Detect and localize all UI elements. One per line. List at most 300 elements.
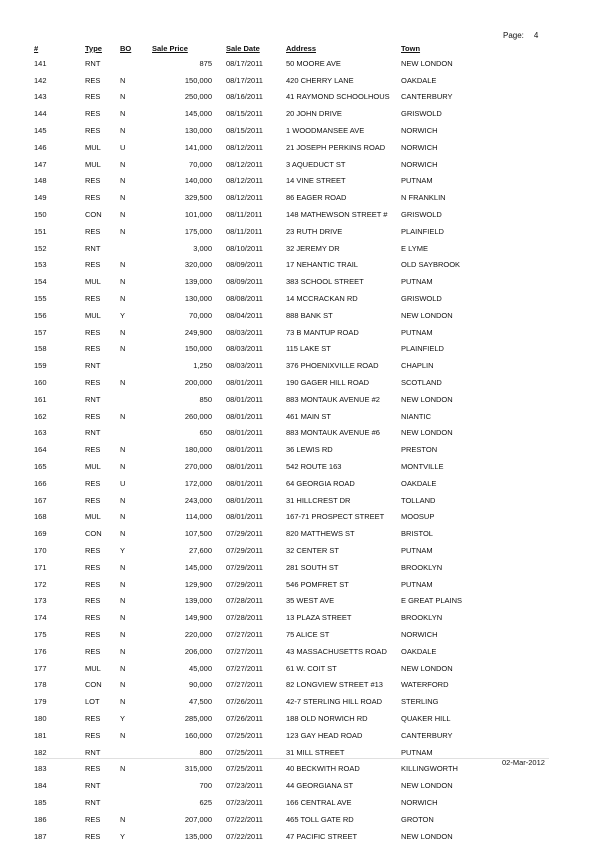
cell-town: PUTNAM: [401, 747, 433, 757]
cell-sale-price: 180,000: [184, 445, 212, 455]
cell-bo: N: [120, 562, 126, 572]
cell-sale-date: 07/26/2011: [226, 697, 263, 707]
cell-number: 153: [34, 260, 47, 270]
cell-address: 461 MAIN ST: [286, 411, 332, 421]
cell-number: 172: [34, 579, 47, 589]
table-row: [34, 676, 493, 693]
cell-address: 14 VINE STREET: [286, 176, 346, 186]
cell-sale-price: 135,000: [184, 831, 212, 841]
cell-sale-price: 45,000: [189, 663, 212, 673]
cell-town: NEW LONDON: [401, 58, 453, 68]
cell-address: 43 MASSACHUSETTS ROAD: [286, 646, 387, 656]
cell-number: 145: [34, 126, 47, 136]
cell-town: PRESTON: [401, 445, 438, 455]
cell-sale-price: 90,000: [189, 680, 212, 690]
cell-address: 883 MONTAUK AVENUE #6: [286, 428, 380, 438]
table-body: [34, 55, 493, 844]
cell-sale-date: 08/08/2011: [226, 294, 263, 304]
cell-town: GROTON: [401, 814, 434, 824]
cell-address: 32 JEREMY DR: [286, 243, 340, 253]
cell-bo: N: [120, 445, 126, 455]
table-row: [34, 542, 493, 559]
cell-number: 187: [34, 831, 47, 841]
cell-sale-date: 07/22/2011: [226, 831, 263, 841]
cell-sale-date: 07/26/2011: [226, 713, 263, 723]
cell-bo: N: [120, 193, 126, 203]
cell-sale-date: 08/01/2011: [226, 394, 263, 404]
table-row: [34, 458, 493, 475]
cell-bo: N: [120, 814, 126, 824]
cell-address: 47 PACIFIC STREET: [286, 831, 358, 841]
cell-sale-price: 875: [199, 58, 212, 68]
cell-sale-date: 08/15/2011: [226, 109, 263, 119]
cell-bo: N: [120, 176, 126, 186]
cell-sale-date: 08/03/2011: [226, 344, 263, 354]
cell-town: TOLLAND: [401, 495, 436, 505]
cell-town: NEW LONDON: [401, 428, 453, 438]
col-header-sale-date: Sale Date: [226, 43, 260, 53]
cell-number: 146: [34, 142, 47, 152]
cell-sale-price: 206,000: [184, 646, 212, 656]
cell-town: GRISWOLD: [401, 294, 442, 304]
cell-number: 181: [34, 730, 47, 740]
col-header-type: Type: [85, 43, 102, 53]
cell-sale-price: 114,000: [185, 512, 212, 522]
cell-type: RNT: [85, 747, 101, 757]
col-header-town: Town: [401, 43, 421, 53]
table-row: [34, 828, 493, 844]
cell-town: MOOSUP: [401, 512, 435, 522]
table-row: [34, 643, 493, 660]
cell-town: BRISTOL: [401, 529, 433, 539]
cell-type: RNT: [85, 797, 101, 807]
cell-address: 542 ROUTE 163: [286, 462, 342, 472]
cell-sale-price: 850: [199, 394, 212, 404]
cell-address: 61 W. COIT ST: [286, 663, 337, 673]
table-row: [34, 89, 493, 106]
cell-sale-price: 243,000: [184, 495, 212, 505]
cell-bo: [120, 240, 152, 257]
cell-number: 142: [34, 75, 47, 85]
cell-sale-price: 172,000: [184, 478, 212, 488]
cell-number: 167: [34, 495, 47, 505]
cell-type: RES: [85, 713, 101, 723]
cell-address: 148 MATHEWSON STREET #: [286, 210, 388, 220]
cell-sale-price: 800: [199, 747, 212, 757]
cell-bo: N: [120, 629, 126, 639]
cell-bo: N: [120, 226, 126, 236]
cell-number: 165: [34, 462, 47, 472]
cell-sale-date: 08/10/2011: [226, 243, 263, 253]
cell-bo: N: [120, 411, 126, 421]
cell-town: PUTNAM: [401, 176, 433, 186]
cell-sale-price: 220,000: [184, 629, 212, 639]
cell-type: RNT: [85, 361, 101, 371]
table-row: [34, 693, 493, 710]
cell-address: 883 MONTAUK AVENUE #2: [286, 394, 380, 404]
cell-number: 173: [34, 596, 47, 606]
cell-sale-price: 149,900: [184, 613, 212, 623]
cell-sale-date: 07/23/2011: [226, 781, 263, 791]
cell-sale-price: 141,000: [184, 142, 212, 152]
cell-address: 123 GAY HEAD ROAD: [286, 730, 363, 740]
cell-type: MUL: [85, 512, 101, 522]
table-row: [34, 105, 493, 122]
table-row: [34, 240, 493, 257]
cell-bo: Y: [120, 546, 126, 555]
cell-number: 143: [34, 92, 47, 102]
cell-number: 177: [34, 663, 47, 673]
cell-number: 160: [34, 378, 47, 388]
cell-address: 281 SOUTH ST: [286, 562, 339, 572]
table-row: [34, 425, 493, 442]
cell-sale-date: 08/09/2011: [226, 260, 263, 270]
cell-sale-price: 320,000: [184, 260, 212, 270]
cell-town: OAKDALE: [401, 478, 437, 488]
cell-town: NEW LONDON: [401, 394, 453, 404]
cell-sale-price: 130,000: [184, 126, 212, 136]
cell-type: RES: [85, 831, 101, 841]
cell-type: RES: [85, 613, 101, 623]
cell-town: NORWICH: [401, 142, 438, 152]
cell-type: MUL: [85, 310, 101, 320]
cell-sale-date: 08/01/2011: [226, 411, 263, 421]
table-row: [34, 811, 493, 828]
cell-sale-price: 70,000: [189, 159, 212, 169]
cell-town: NORWICH: [401, 159, 438, 169]
cell-sale-date: 08/01/2011: [226, 378, 263, 388]
cell-number: 179: [34, 697, 47, 707]
cell-sale-price: 175,000: [184, 226, 212, 236]
cell-type: RES: [85, 730, 101, 740]
cell-bo: N: [120, 529, 126, 539]
cell-type: RES: [85, 495, 101, 505]
cell-address: 23 RUTH DRIVE: [286, 226, 343, 236]
cell-type: RES: [85, 646, 101, 656]
cell-bo: [120, 425, 152, 442]
cell-bo: N: [120, 596, 126, 606]
cell-town: BROOKLYN: [401, 562, 443, 572]
col-header-number: #: [34, 43, 39, 53]
cell-sale-price: 249,900: [184, 327, 212, 337]
cell-number: 156: [34, 310, 47, 320]
cell-address: 31 MILL STREET: [286, 747, 345, 757]
cell-town: QUAKER HILL: [401, 713, 451, 723]
cell-sale-price: 129,900: [184, 579, 212, 589]
cell-type: MUL: [85, 663, 101, 673]
cell-type: RES: [85, 260, 101, 270]
cell-number: 170: [34, 546, 47, 555]
cell-address: 86 EAGER ROAD: [286, 193, 347, 203]
cell-bo: N: [120, 512, 126, 522]
cell-town: BROOKLYN: [401, 613, 443, 623]
cell-address: 41 RAYMOND SCHOOLHOUS: [286, 92, 390, 102]
cell-number: 159: [34, 361, 47, 371]
cell-sale-date: 07/29/2011: [226, 562, 263, 572]
table-row: [34, 626, 493, 643]
cell-sale-date: 07/27/2011: [226, 646, 263, 656]
cell-address: 21 JOSEPH PERKINS ROAD: [286, 142, 386, 152]
cell-bo: [120, 55, 152, 72]
table-row: [34, 408, 493, 425]
cell-number: 147: [34, 159, 47, 169]
cell-address: 190 GAGER HILL ROAD: [286, 378, 370, 388]
cell-sale-price: 160,000: [184, 730, 212, 740]
cell-address: 35 WEST AVE: [286, 596, 335, 606]
cell-town: CANTERBURY: [401, 730, 453, 740]
cell-sale-date: 07/29/2011: [226, 546, 263, 555]
cell-address: 115 LAKE ST: [286, 344, 331, 354]
cell-sale-date: 08/01/2011: [226, 495, 263, 505]
cell-bo: N: [120, 344, 126, 354]
table-row: [34, 206, 493, 223]
cell-number: 166: [34, 478, 47, 488]
cell-address: 465 TOLL GATE RD: [286, 814, 354, 824]
cell-address: 166 CENTRAL AVE: [286, 797, 352, 807]
cell-address: 420 CHERRY LANE: [286, 75, 354, 85]
cell-sale-price: 139,000: [184, 277, 212, 287]
cell-sale-price: 1,250: [193, 361, 212, 371]
cell-number: 150: [34, 210, 47, 220]
table-row: [34, 710, 493, 727]
cell-town: WATERFORD: [401, 680, 449, 690]
table-row: [34, 492, 493, 509]
cell-sale-date: 07/28/2011: [226, 596, 263, 606]
cell-number: 183: [34, 764, 47, 774]
table-row: [34, 257, 493, 274]
cell-town: NEW LONDON: [401, 663, 453, 673]
table-row: [34, 475, 493, 492]
cell-sale-date: 07/25/2011: [226, 747, 263, 757]
cell-type: MUL: [85, 277, 101, 287]
cell-bo: [120, 777, 152, 794]
cell-number: 178: [34, 680, 47, 690]
cell-town: NEW LONDON: [401, 781, 453, 791]
cell-sale-date: 08/11/2011: [226, 226, 263, 236]
cell-bo: N: [120, 680, 126, 690]
cell-bo: N: [120, 764, 126, 774]
cell-sale-price: 140,000: [184, 176, 212, 186]
cell-bo: N: [120, 92, 126, 102]
cell-address: 44 GEORGIANA ST: [286, 781, 354, 791]
cell-town: E LYME: [401, 243, 428, 253]
table-row: [34, 139, 493, 156]
page-value: 4: [533, 31, 539, 40]
table-row: [34, 189, 493, 206]
cell-town: NORWICH: [401, 629, 438, 639]
cell-number: 151: [34, 226, 47, 236]
cell-type: RES: [85, 226, 101, 236]
cell-sale-date: 08/01/2011: [226, 512, 263, 522]
cell-type: RNT: [85, 781, 101, 791]
cell-sale-price: 329,500: [184, 193, 212, 203]
cell-sale-date: 08/04/2011: [226, 310, 263, 320]
cell-bo: N: [120, 613, 126, 623]
cell-bo: [120, 794, 152, 811]
table-row: [34, 223, 493, 240]
cell-type: RES: [85, 814, 101, 824]
cell-town: PLAINFIELD: [401, 344, 444, 354]
table-header-row: [34, 41, 493, 55]
table-row: [34, 441, 493, 458]
cell-town: STERLING: [401, 697, 439, 707]
cell-bo: N: [120, 579, 126, 589]
cell-bo: N: [120, 327, 126, 337]
col-header-sale-price: Sale Price: [152, 43, 188, 53]
cell-bo: N: [120, 663, 126, 673]
table-row: [34, 576, 493, 593]
cell-sale-price: 150,000: [184, 75, 212, 85]
cell-town: PLAINFIELD: [401, 226, 444, 236]
cell-bo: N: [120, 646, 126, 656]
cell-town: PUTNAM: [401, 277, 433, 287]
cell-sale-price: 27,600: [189, 546, 212, 555]
cell-sale-date: 08/16/2011: [226, 92, 263, 102]
cell-bo: N: [120, 75, 126, 85]
cell-type: RES: [85, 126, 101, 136]
table-row: [34, 777, 493, 794]
table-row: [34, 357, 493, 374]
cell-town: SCOTLAND: [401, 378, 442, 388]
cell-number: 174: [34, 613, 47, 623]
cell-type: CON: [85, 529, 102, 539]
cell-sale-date: 08/01/2011: [226, 428, 263, 438]
cell-sale-price: 3,000: [193, 243, 212, 253]
cell-address: 32 CENTER ST: [286, 546, 339, 555]
cell-bo: N: [120, 260, 126, 270]
cell-type: RES: [85, 445, 101, 455]
cell-number: 158: [34, 344, 47, 354]
cell-address: 376 PHOENIXVILLE ROAD: [286, 361, 379, 371]
cell-sale-price: 260,000: [184, 411, 212, 421]
table-row: [34, 727, 493, 744]
cell-sale-date: 08/12/2011: [226, 159, 263, 169]
cell-type: RES: [85, 411, 101, 421]
cell-bo: N: [120, 378, 126, 388]
cell-sale-price: 145,000: [184, 109, 212, 119]
footer-date: 02-Mar-2012: [502, 758, 545, 767]
cell-town: PUTNAM: [401, 579, 433, 589]
cell-sale-price: 139,000: [184, 596, 212, 606]
cell-type: RES: [85, 327, 101, 337]
cell-town: OAKDALE: [401, 75, 437, 85]
cell-sale-price: 625: [199, 797, 212, 807]
cell-address: 50 MOORE AVE: [286, 58, 341, 68]
cell-number: 185: [34, 797, 47, 807]
cell-number: 171: [34, 562, 47, 572]
cell-sale-price: 285,000: [184, 713, 212, 723]
cell-sale-price: 145,000: [184, 562, 212, 572]
col-header-bo: BO: [120, 43, 132, 53]
cell-bo: N: [120, 730, 126, 740]
cell-number: 164: [34, 445, 47, 455]
cell-sale-price: 270,000: [184, 462, 212, 472]
table-row: [34, 391, 493, 408]
cell-number: 148: [34, 176, 47, 186]
cell-sale-date: 07/25/2011: [226, 764, 263, 774]
cell-sale-date: 08/03/2011: [226, 327, 263, 337]
cell-town: CHAPLIN: [401, 361, 434, 371]
cell-sale-price: 70,000: [189, 310, 212, 320]
cell-address: 13 PLAZA STREET: [286, 613, 352, 623]
cell-number: 184: [34, 781, 47, 791]
cell-bo: U: [120, 478, 126, 488]
cell-town: PUTNAM: [401, 327, 433, 337]
cell-number: 176: [34, 646, 47, 656]
cell-type: RES: [85, 764, 101, 774]
cell-number: 144: [34, 109, 47, 119]
cell-sale-date: 08/12/2011: [226, 193, 263, 203]
cell-sale-date: 07/23/2011: [226, 797, 263, 807]
cell-number: 163: [34, 428, 47, 438]
cell-address: 73 B MANTUP ROAD: [286, 327, 359, 337]
col-header-address: Address: [286, 43, 317, 53]
cell-address: 36 LEWIS RD: [286, 445, 333, 455]
table-row: [34, 609, 493, 626]
cell-sale-date: 07/27/2011: [226, 680, 263, 690]
cell-type: RES: [85, 344, 101, 354]
cell-number: 161: [34, 394, 47, 404]
cell-bo: N: [120, 126, 126, 136]
cell-sale-price: 700: [199, 781, 212, 791]
cell-address: 546 POMFRET ST: [286, 579, 349, 589]
cell-address: 75 ALICE ST: [286, 629, 330, 639]
cell-type: CON: [85, 210, 102, 220]
cell-town: OLD SAYBROOK: [401, 260, 461, 270]
cell-address: 40 BECKWITH ROAD: [286, 764, 360, 774]
cell-bo: N: [120, 210, 126, 220]
cell-number: 180: [34, 713, 47, 723]
cell-town: GRISWOLD: [401, 210, 442, 220]
cell-bo: [120, 391, 152, 408]
cell-sale-price: 107,500: [184, 529, 212, 539]
cell-bo: Y: [120, 831, 126, 841]
table-row: [34, 593, 493, 610]
sales-table: [34, 41, 493, 844]
cell-town: CANTERBURY: [401, 92, 453, 102]
cell-town: E GREAT PLAINS: [401, 596, 462, 606]
table-row: [34, 374, 493, 391]
table-row: [34, 660, 493, 677]
table-row: [34, 72, 493, 89]
table-row: [34, 341, 493, 358]
cell-type: LOT: [85, 697, 100, 707]
table-row: [34, 156, 493, 173]
cell-number: 141: [34, 58, 47, 68]
cell-type: RES: [85, 629, 101, 639]
cell-sale-date: 08/11/2011: [226, 210, 263, 220]
cell-bo: N: [120, 697, 126, 707]
table-row: [34, 55, 493, 72]
cell-bo: Y: [120, 713, 126, 723]
cell-sale-date: 07/29/2011: [226, 579, 263, 589]
cell-sale-date: 07/29/2011: [226, 529, 263, 539]
cell-number: 169: [34, 529, 47, 539]
cell-type: RES: [85, 109, 101, 119]
cell-type: RES: [85, 546, 101, 555]
cell-sale-date: 08/01/2011: [226, 462, 263, 472]
cell-sale-price: 207,000: [184, 814, 212, 824]
cell-address: 82 LONGVIEW STREET #13: [286, 680, 383, 690]
cell-bo: N: [120, 462, 126, 472]
cell-town: MONTVILLE: [401, 462, 444, 472]
cell-type: RES: [85, 478, 101, 488]
table-row: [34, 794, 493, 811]
cell-sale-date: 07/25/2011: [226, 730, 263, 740]
cell-number: 175: [34, 629, 47, 639]
cell-sale-date: 08/17/2011: [226, 75, 263, 85]
cell-sale-price: 47,500: [189, 697, 212, 707]
